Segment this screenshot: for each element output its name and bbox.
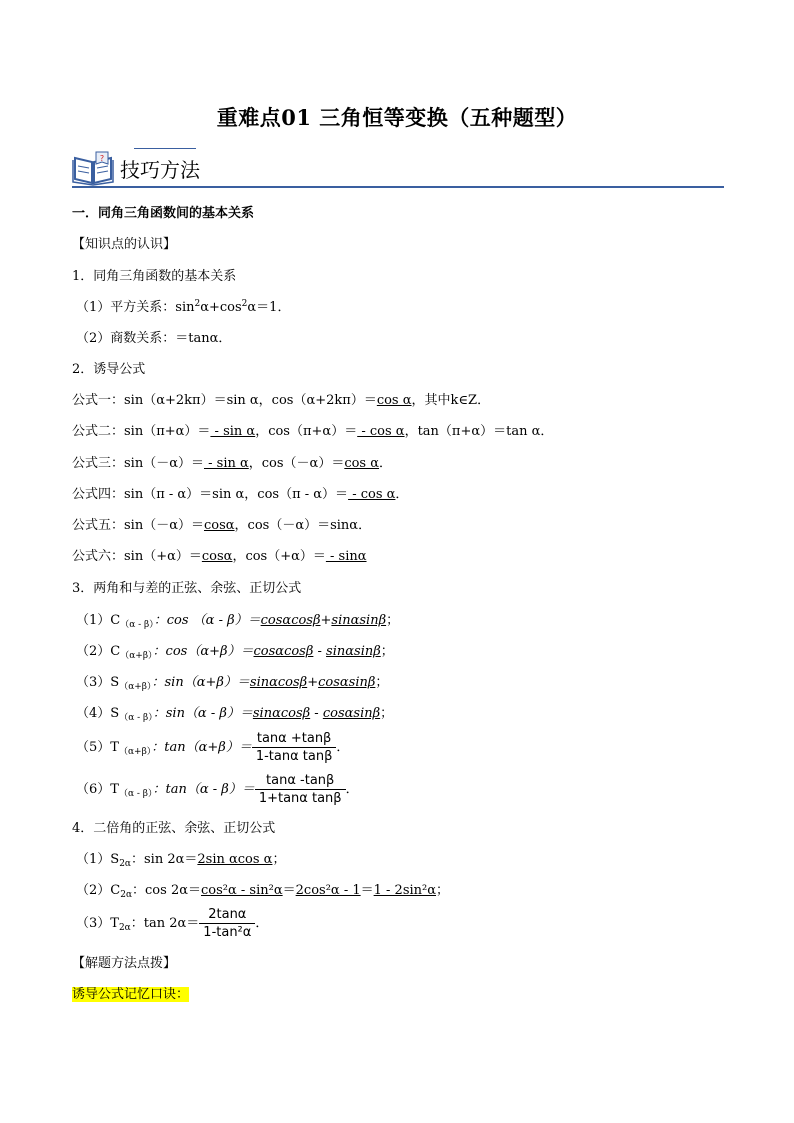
text: ． — [255, 916, 269, 931]
formula-t2a — [76, 904, 268, 944]
formula-t-minus — [76, 772, 359, 808]
text: ； — [380, 644, 394, 659]
text: ：sin（α - β）＝ — [152, 706, 253, 721]
text: ． — [345, 782, 359, 797]
text: ＝ — [282, 883, 296, 898]
text: （5）T — [76, 740, 119, 755]
numerator: tanα +tanβ — [252, 730, 337, 748]
text: ：tan（α - β）＝ — [152, 782, 255, 797]
subscript: 2α — [118, 923, 131, 933]
text: 公式五：sin（－α）＝ — [72, 518, 204, 533]
header-rule-top — [134, 148, 196, 149]
item-1: 1．同角三角函数的基本关系 — [72, 269, 237, 284]
text: ，cos（π+α）＝ — [255, 424, 358, 439]
answer: - cos α — [357, 424, 405, 439]
text: ，cos（+α）＝ — [232, 549, 326, 564]
text: ； — [375, 675, 389, 690]
answer: - cos α — [348, 487, 396, 502]
answer: 2cos²α - 1 — [295, 883, 361, 898]
answer: cos²α - sin²α — [201, 883, 283, 898]
text: ，cos（－α）＝ — [248, 456, 345, 471]
text: ； — [272, 852, 286, 867]
sup: 2 — [241, 299, 248, 309]
numerator: 2tanα — [199, 906, 255, 924]
text: α+cos — [200, 300, 242, 315]
answer: sinαcosβ — [249, 675, 308, 690]
text: ：sin（α+β）＝ — [151, 675, 250, 690]
answer: sinαsinβ — [331, 613, 387, 628]
denominator: 1+tanα tanβ — [258, 791, 342, 806]
subscript: （α+β） — [118, 747, 152, 757]
text: ． — [336, 740, 350, 755]
text: ：tan（α+β）＝ — [151, 740, 252, 755]
denominator: 1-tan²α — [203, 925, 252, 940]
formula-6 — [72, 548, 367, 566]
item-1-1 — [76, 299, 290, 317]
numerator: tanα -tanβ — [255, 772, 346, 790]
text: （4）S — [76, 706, 120, 721]
mnemonic-line — [72, 986, 189, 1004]
answer: cosαcosβ — [260, 613, 321, 628]
subscript: 2α — [120, 890, 133, 900]
text: ，cos（－α）＝sinα． — [234, 518, 372, 533]
text: ； — [380, 706, 394, 721]
subscript: （α+β） — [119, 682, 152, 692]
formula-c-minus — [76, 612, 399, 630]
fraction — [255, 772, 346, 807]
answer: 1 - 2sin²α — [373, 883, 437, 898]
formula-s-minus — [76, 705, 393, 723]
formula-5 — [72, 517, 371, 535]
formula-s2a — [76, 851, 285, 869]
formula-1 — [72, 392, 490, 410]
text: （1）S — [76, 852, 120, 867]
text: （1）平方关系：sin — [76, 300, 195, 315]
header-rule — [72, 186, 724, 188]
answer: - sin α — [210, 424, 256, 439]
section-header — [72, 148, 724, 188]
formula-c-plus — [76, 643, 394, 661]
answer: sinαsinβ — [326, 644, 381, 659]
item-1-2: （2）商数关系：＝tanα． — [76, 331, 232, 346]
subscript: （α - β） — [120, 620, 154, 630]
answer: cosα — [203, 518, 235, 533]
formula-2 — [72, 423, 553, 441]
answer: cosαsinβ — [322, 706, 381, 721]
text: 公式一：sin（α+2kπ）＝sin α，cos（α+2kπ）＝ — [72, 393, 377, 408]
answer: - sinα — [325, 549, 367, 564]
item-4: 4．二倍角的正弦、余弦、正切公式 — [72, 821, 276, 836]
answer: cosα — [201, 549, 233, 564]
text: 公式二：sin（π+α）＝ — [72, 424, 211, 439]
text: ． — [379, 456, 393, 471]
formula-c2a — [76, 882, 449, 900]
text: + — [320, 613, 332, 628]
text: ：cos （α - β）＝ — [153, 613, 261, 628]
text: （2）C — [76, 883, 121, 898]
text: ：cos（α+β）＝ — [152, 644, 254, 659]
text: - — [313, 644, 327, 659]
text: （3）T — [76, 916, 119, 931]
s1-heading: 一．同角三角函数间的基本关系 — [72, 206, 255, 221]
formula-s-plus — [76, 674, 388, 692]
subscript: （α - β） — [119, 713, 153, 723]
text: ，tan（π+α）＝tan α． — [404, 424, 554, 439]
fraction — [199, 906, 255, 941]
text: （3）S — [76, 675, 120, 690]
fraction — [252, 730, 337, 765]
text: ，其中k∈Z． — [411, 393, 491, 408]
answer: - sin α — [203, 456, 249, 471]
text: ：tan 2α＝ — [130, 916, 200, 931]
denominator: 1-tanα tanβ — [255, 749, 333, 764]
text: 公式四：sin（π - α）＝sin α，cos（π - α）＝ — [72, 487, 349, 502]
text: （1）C — [76, 613, 121, 628]
sup: 2 — [194, 299, 201, 309]
text: ； — [386, 613, 400, 628]
answer: cos α — [376, 393, 412, 408]
text: α＝1． — [247, 300, 291, 315]
svg-text:?: ? — [99, 154, 105, 163]
book-icon — [72, 150, 114, 186]
text: ＝ — [360, 883, 374, 898]
formula-3 — [72, 455, 392, 473]
text: + — [307, 675, 319, 690]
item-3: 3．两角和与差的正弦、余弦、正切公式 — [72, 581, 302, 596]
text: ：cos 2α＝ — [132, 883, 201, 898]
answer: cosαcosβ — [253, 644, 314, 659]
subscript: （α+β） — [120, 651, 153, 661]
text: （6）T — [76, 782, 119, 797]
page-title: 重难点01 三角恒等变换（五种题型） — [216, 105, 578, 130]
formula-t-plus — [76, 730, 349, 766]
knowledge-heading: 【知识点的认识】 — [72, 237, 177, 252]
answer: sinαcosβ — [252, 706, 311, 721]
section-label: 技巧方法 — [120, 158, 200, 182]
item-2: 2．诱导公式 — [72, 362, 146, 377]
text: ． — [395, 487, 409, 502]
text: 公式六：sin（+α）＝ — [72, 549, 202, 564]
answer: 2sin αcos α — [197, 852, 273, 867]
text: （2）C — [76, 644, 121, 659]
subscript: 2α — [119, 859, 131, 869]
answer: cosαsinβ — [318, 675, 376, 690]
text: 公式三：sin（－α）＝ — [72, 456, 204, 471]
text: - — [310, 706, 323, 721]
answer: cos α — [344, 456, 380, 471]
text: ； — [436, 883, 450, 898]
mnemonic-highlight: 诱导公式记忆口诀： — [72, 987, 190, 1002]
subscript: （α - β） — [118, 789, 153, 799]
text: ：sin 2α＝ — [131, 852, 198, 867]
formula-4 — [72, 486, 408, 504]
method-heading: 【解题方法点拨】 — [72, 956, 177, 971]
